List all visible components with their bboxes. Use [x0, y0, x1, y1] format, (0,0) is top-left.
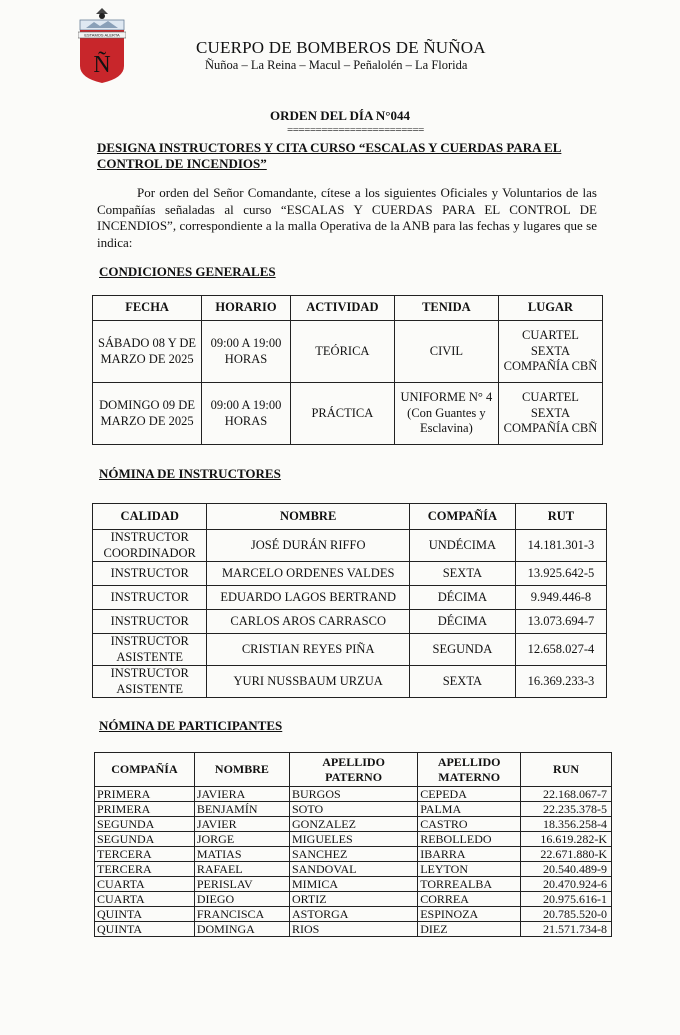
table-row — [93, 610, 607, 634]
table-cell: DIEZ — [418, 922, 521, 937]
col-header: COMPAÑÍA — [409, 504, 515, 530]
col-header: ACTIVIDAD — [290, 296, 394, 321]
table-row — [95, 787, 612, 802]
table-cell: JORGE — [194, 832, 289, 847]
table-cell: 20.470.924-6 — [521, 877, 612, 892]
title-underline-rule: ======================== — [287, 124, 424, 136]
table-cell: TEÓRICA — [290, 321, 394, 383]
table-cell: BURGOS — [289, 787, 417, 802]
table-cell: JOSÉ DURÁN RIFFO — [207, 530, 409, 562]
table-cell: QUINTA — [95, 922, 195, 937]
table-header-row — [93, 504, 607, 530]
table-cell: CUARTEL SEXTA COMPAÑÍA CBÑ — [498, 383, 602, 445]
table-cell: PALMA — [418, 802, 521, 817]
table-row — [95, 817, 612, 832]
table-cell: QUINTA — [95, 907, 195, 922]
table-cell: SÁBADO 08 Y DE MARZO DE 2025 — [93, 321, 202, 383]
col-header: NOMBRE — [207, 504, 409, 530]
order-subject: DESIGNA INSTRUCTORES Y CITA CURSO “ESCALAS Y CUERDAS PARA EL CONTROL DE INCENDIOS” — [97, 140, 562, 171]
table-cell: DÉCIMA — [409, 610, 515, 634]
col-header: CALIDAD — [93, 504, 207, 530]
table-row — [95, 892, 612, 907]
table-cell: SEGUNDA — [95, 832, 195, 847]
table-cell: SEXTA — [409, 666, 515, 698]
col-header: FECHA — [93, 296, 202, 321]
table-cell: CIVIL — [394, 321, 498, 383]
table-cell: BENJAMÍN — [194, 802, 289, 817]
table-cell: INSTRUCTOR ASISTENTE — [93, 666, 207, 698]
table-cell: RAFAEL — [194, 862, 289, 877]
table-cell: 18.356.258-4 — [521, 817, 612, 832]
table-cell: PRIMERA — [95, 802, 195, 817]
table-cell: CORREA — [418, 892, 521, 907]
fire-department-crest-logo — [78, 8, 126, 84]
table-cell: EDUARDO LAGOS BERTRAND — [207, 586, 409, 610]
table-cell: SEXTA — [409, 562, 515, 586]
table-cell: 22.168.067-7 — [521, 787, 612, 802]
col-header: APELLIDO PATERNO — [289, 753, 417, 787]
table-cell: CRISTIAN REYES PIÑA — [207, 634, 409, 666]
table-cell: JAVIER — [194, 817, 289, 832]
table-cell: 22.671.880-K — [521, 847, 612, 862]
table-cell: TERCERA — [95, 862, 195, 877]
table-row — [93, 321, 603, 383]
table-cell: 12.658.027-4 — [515, 634, 606, 666]
participants-table — [94, 752, 612, 937]
table-cell: 09:00 A 19:00 HORAS — [202, 321, 291, 383]
table-cell: MATIAS — [194, 847, 289, 862]
col-header: RUT — [515, 504, 606, 530]
col-header: TENIDA — [394, 296, 498, 321]
table-cell: CASTRO — [418, 817, 521, 832]
participants-heading: NÓMINA DE PARTICIPANTES — [99, 718, 283, 733]
table-cell: FRANCISCA — [194, 907, 289, 922]
conditions-heading: CONDICIONES GENERALES — [99, 264, 276, 279]
table-cell: 21.571.734-8 — [521, 922, 612, 937]
svg-text:ESTAMOS ALERTA: ESTAMOS ALERTA — [84, 32, 120, 38]
intro-paragraph: Por orden del Señor Comandante, cítese a los siguientes Oficiales y Voluntarios de las Compañías señaladas al curso “ESCALAS Y CUERDAS PARA EL CONTROL DE INCENDIOS”, correspondiente a la malla Operativa de la ANB para las fechas y lugares que se indica: — [97, 185, 597, 250]
table-cell: 20.975.616-1 — [521, 892, 612, 907]
table-cell: SANCHEZ — [289, 847, 417, 862]
table-cell: INSTRUCTOR — [93, 610, 207, 634]
col-header: APELLIDO MATERNO — [418, 753, 521, 787]
table-cell: YURI NUSSBAUM URZUA — [207, 666, 409, 698]
col-header: LUGAR — [498, 296, 602, 321]
table-cell: IBARRA — [418, 847, 521, 862]
table-cell: INSTRUCTOR ASISTENTE — [93, 634, 207, 666]
table-row — [95, 862, 612, 877]
table-cell: INSTRUCTOR — [93, 586, 207, 610]
table-cell: PRIMERA — [95, 787, 195, 802]
col-header: RUN — [521, 753, 612, 787]
table-cell: DÉCIMA — [409, 586, 515, 610]
table-row — [93, 666, 607, 698]
table-cell: MIMICA — [289, 877, 417, 892]
table-cell: UNDÉCIMA — [409, 530, 515, 562]
table-cell: 9.949.446-8 — [515, 586, 606, 610]
table-cell: 16.369.233-3 — [515, 666, 606, 698]
table-cell: ORTIZ — [289, 892, 417, 907]
table-cell: 16.619.282-K — [521, 832, 612, 847]
table-cell: DOMINGO 09 DE MARZO DE 2025 — [93, 383, 202, 445]
table-row — [93, 383, 603, 445]
order-title: ORDEN DEL DÍA N°044 — [270, 108, 410, 123]
table-cell: MARCELO ORDENES VALDES — [207, 562, 409, 586]
table-cell: PERISLAV — [194, 877, 289, 892]
table-cell: LEYTON — [418, 862, 521, 877]
table-row — [93, 586, 607, 610]
table-row — [93, 530, 607, 562]
table-row — [95, 877, 612, 892]
table-cell: DIEGO — [194, 892, 289, 907]
table-cell: SEGUNDA — [95, 817, 195, 832]
table-cell: CUARTA — [95, 892, 195, 907]
table-cell: 22.235.378-5 — [521, 802, 612, 817]
table-row — [95, 922, 612, 937]
table-cell: 20.540.489-9 — [521, 862, 612, 877]
table-row — [93, 562, 607, 586]
table-row — [95, 832, 612, 847]
col-header: COMPAÑÍA — [95, 753, 195, 787]
table-row — [95, 847, 612, 862]
table-cell: ASTORGA — [289, 907, 417, 922]
table-cell: 13.925.642-5 — [515, 562, 606, 586]
table-cell: RIOS — [289, 922, 417, 937]
table-row — [93, 634, 607, 666]
table-cell: CEPEDA — [418, 787, 521, 802]
table-cell: UNIFORME N° 4 (Con Guantes y Esclavina) — [394, 383, 498, 445]
table-cell: TERCERA — [95, 847, 195, 862]
table-header-row — [93, 296, 603, 321]
table-cell: CUARTEL SEXTA COMPAÑÍA CBÑ — [498, 321, 602, 383]
conditions-table — [92, 295, 603, 445]
svg-text:Ñ: Ñ — [93, 52, 111, 78]
organization-name: CUERPO DE BOMBEROS DE ÑUÑOA — [196, 38, 486, 57]
table-cell: SEGUNDA — [409, 634, 515, 666]
table-cell: GONZALEZ — [289, 817, 417, 832]
table-cell: TORREALBA — [418, 877, 521, 892]
table-cell: INSTRUCTOR COORDINADOR — [93, 530, 207, 562]
table-cell: DOMINGA — [194, 922, 289, 937]
table-cell: JAVIERA — [194, 787, 289, 802]
col-header: HORARIO — [202, 296, 291, 321]
table-cell: CARLOS AROS CARRASCO — [207, 610, 409, 634]
table-cell: 20.785.520-0 — [521, 907, 612, 922]
table-cell: MIGUELES — [289, 832, 417, 847]
table-row — [95, 907, 612, 922]
instructors-table — [92, 503, 607, 698]
table-row — [95, 802, 612, 817]
table-cell: PRÁCTICA — [290, 383, 394, 445]
table-cell: REBOLLEDO — [418, 832, 521, 847]
table-cell: 09:00 A 19:00 HORAS — [202, 383, 291, 445]
table-cell: 13.073.694-7 — [515, 610, 606, 634]
table-cell: INSTRUCTOR — [93, 562, 207, 586]
communes-line: Ñuñoa – La Reina – Macul – Peñalolén – La Florida — [205, 58, 468, 72]
table-cell: SOTO — [289, 802, 417, 817]
table-cell: SANDOVAL — [289, 862, 417, 877]
table-cell: 14.181.301-3 — [515, 530, 606, 562]
col-header: NOMBRE — [194, 753, 289, 787]
table-cell: ESPINOZA — [418, 907, 521, 922]
table-cell: CUARTA — [95, 877, 195, 892]
instructors-heading: NÓMINA DE INSTRUCTORES — [99, 466, 281, 481]
table-header-row — [95, 753, 612, 787]
